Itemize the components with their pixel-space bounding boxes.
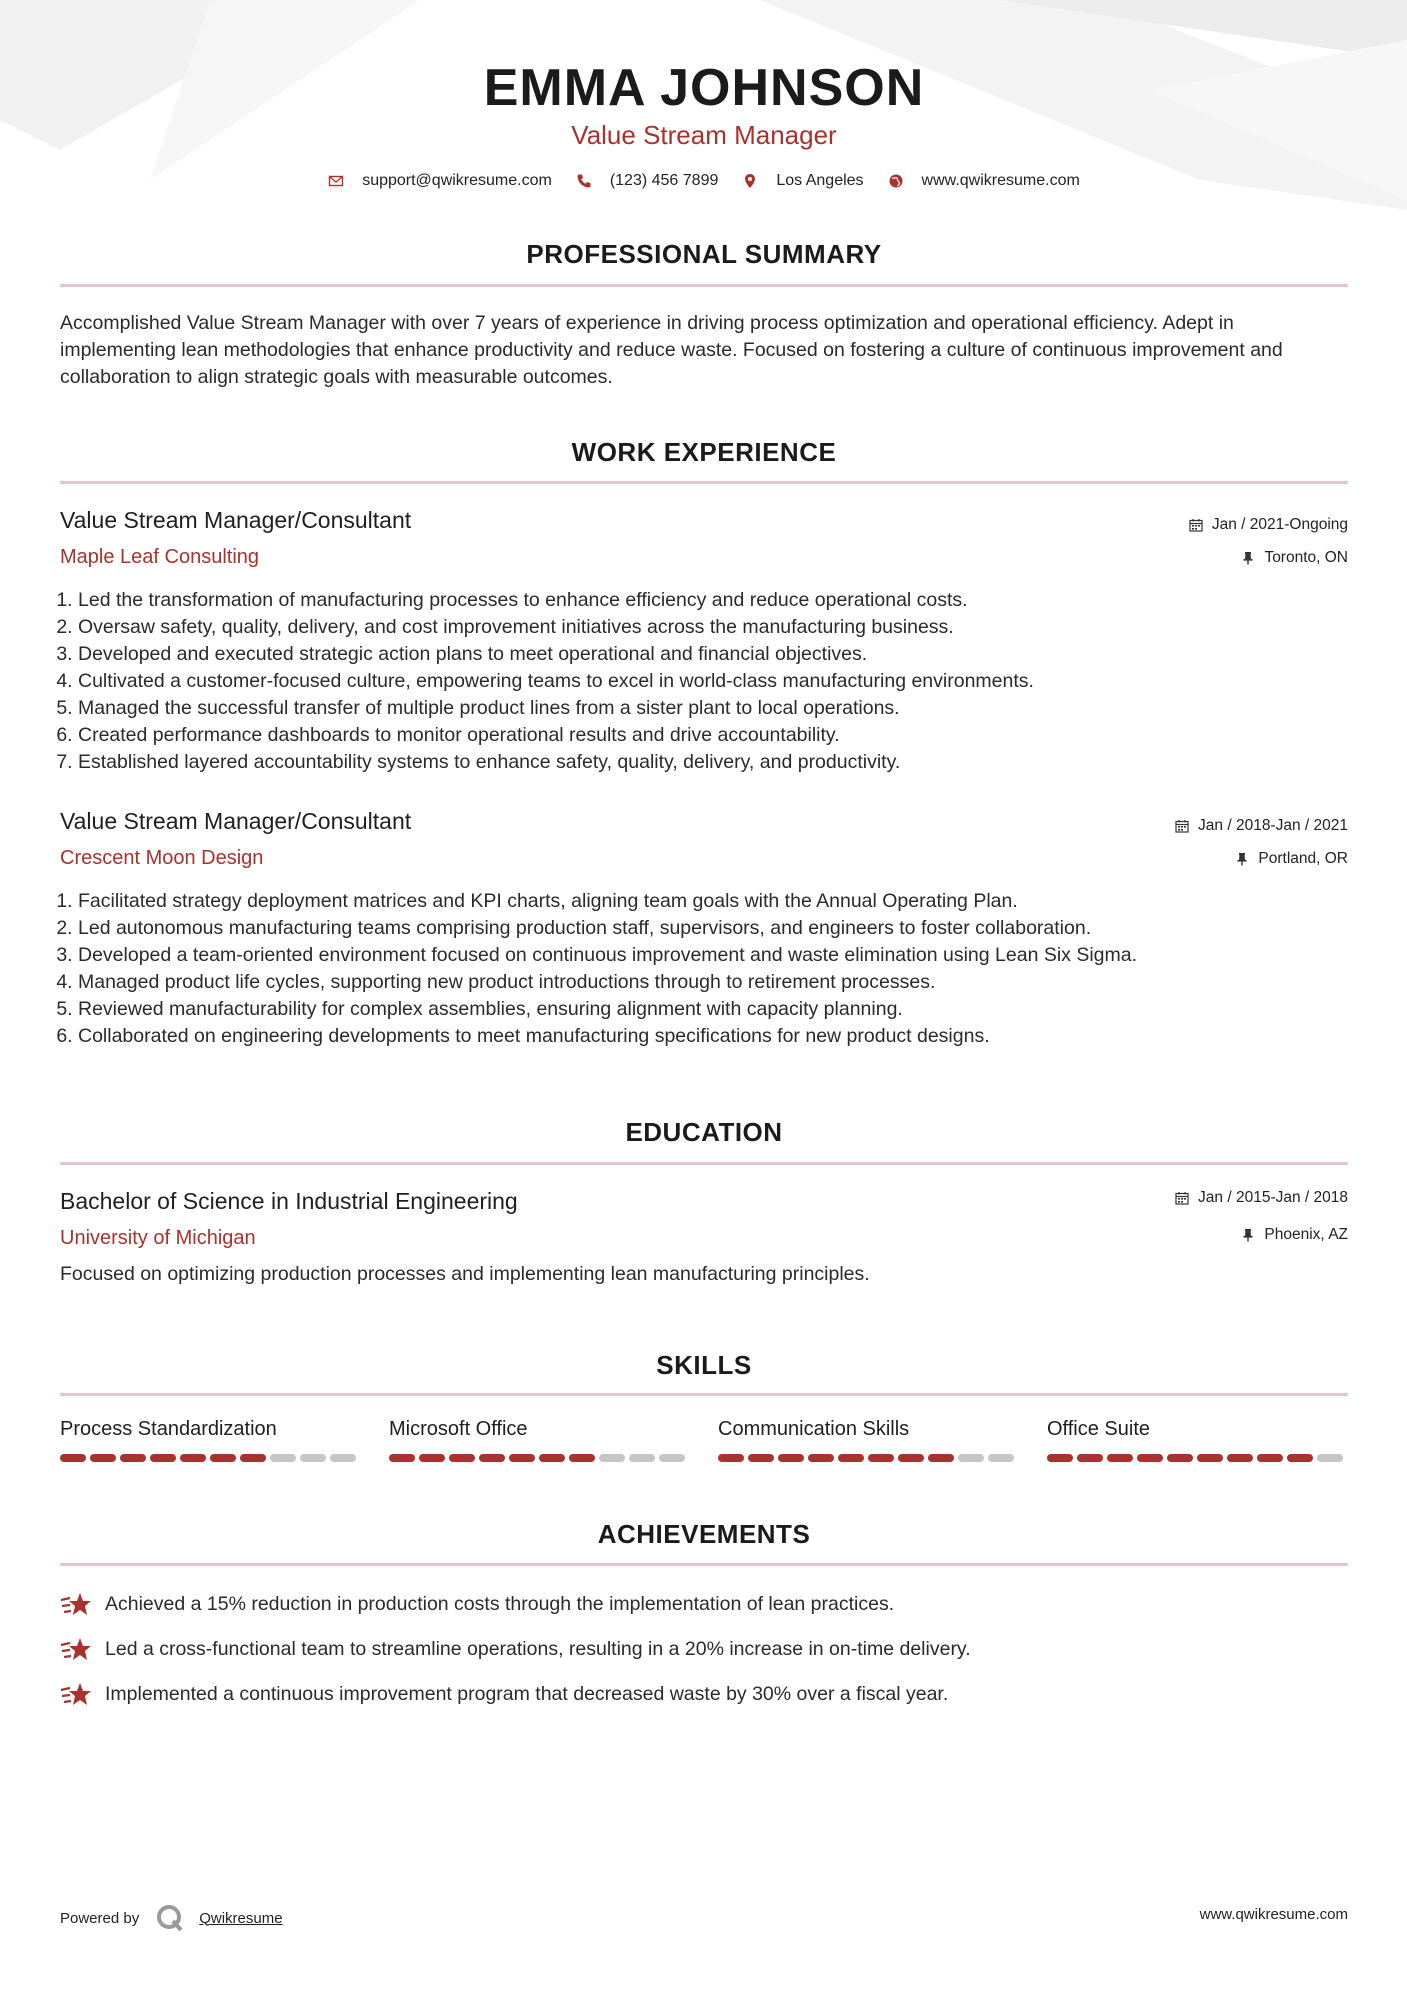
skill-segment-filled <box>569 1454 595 1462</box>
footer-website[interactable]: www.qwikresume.com <box>1199 1906 1348 1923</box>
list-item: 1. Led the transformation of manufacturing processes to enhance efficiency and reduce operational costs. <box>78 587 1348 614</box>
job-location <box>1241 549 1348 567</box>
experience-heading: WORK EXPERIENCE <box>571 437 837 467</box>
envelope-icon <box>328 173 344 189</box>
job-bullets <box>60 888 1348 1050</box>
skill-segment-filled <box>838 1454 864 1462</box>
list-item: 5. Reviewed manufacturability for complex assemblies, ensuring alignment with capacity planning. <box>78 996 1348 1023</box>
skill-level-bar <box>389 1454 689 1462</box>
candidate-title: Value Stream Manager <box>571 120 837 150</box>
skill-segment-filled <box>419 1454 445 1462</box>
calendar-icon <box>1175 819 1189 833</box>
skill-segment-filled <box>1077 1454 1103 1462</box>
shooting-star-icon <box>60 1590 92 1618</box>
skill-segment-empty <box>1317 1454 1343 1462</box>
skill-segment-empty <box>659 1454 685 1462</box>
skill-segment-empty <box>629 1454 655 1462</box>
skill-segment-filled <box>389 1454 415 1462</box>
pushpin-icon <box>1235 852 1249 866</box>
summary-divider <box>60 284 1348 287</box>
calendar-icon <box>1175 1191 1189 1205</box>
skill-item <box>1047 1418 1347 1462</box>
job-title: Value Stream Manager/Consultant <box>60 808 412 834</box>
achievement-text: Implemented a continuous improvement program that decreased waste by 30% over a fiscal year. <box>105 1682 949 1705</box>
skill-segment-filled <box>1197 1454 1223 1462</box>
education-divider <box>60 1162 1348 1165</box>
skill-level-bar <box>1047 1454 1347 1462</box>
education-location <box>1241 1226 1348 1244</box>
job-bullets <box>60 587 1348 776</box>
list-item: 2. Oversaw safety, quality, delivery, and cost improvement initiatives across the manufacturing business. <box>78 614 1348 641</box>
skill-segment-filled <box>240 1454 266 1462</box>
list-item: 1. Facilitated strategy deployment matrices and KPI charts, aligning team goals with the Annual Operating Plan. <box>78 888 1348 915</box>
skill-segment-filled <box>928 1454 954 1462</box>
job-title: Value Stream Manager/Consultant <box>60 507 412 533</box>
list-item: 2. Led autonomous manufacturing teams comprising production staff, supervisors, and engineers to foster collaboration. <box>78 915 1348 942</box>
qwikresume-link[interactable]: Qwikresume <box>199 1909 283 1927</box>
job-dates <box>1175 817 1348 835</box>
education-dates-text: Jan / 2015-Jan / 2018 <box>1198 1189 1348 1206</box>
skill-segment-filled <box>180 1454 206 1462</box>
achievement-item <box>60 1590 1348 1618</box>
job-company: Maple Leaf Consulting <box>60 546 260 568</box>
contact-email-text: support@qwikresume.com <box>362 172 552 189</box>
contact-website-text: www.qwikresume.com <box>921 172 1080 189</box>
skill-segment-empty <box>270 1454 296 1462</box>
education-location-text: Phoenix, AZ <box>1264 1226 1348 1243</box>
contact-phone-text: (123) 456 7899 <box>609 172 719 189</box>
skill-segment-filled <box>808 1454 834 1462</box>
skill-segment-filled <box>1137 1454 1163 1462</box>
globe-icon <box>888 173 904 189</box>
skill-segment-filled <box>509 1454 535 1462</box>
list-item: 3. Developed a team-oriented environment focused on continuous improvement and waste elimination using Lean Six Sigma. <box>78 942 1348 969</box>
list-item: 4. Cultivated a customer-focused culture, empowering teams to excel in world-class manufacturing environments. <box>78 668 1348 695</box>
skill-segment-filled <box>539 1454 565 1462</box>
pushpin-icon <box>1241 1228 1255 1242</box>
achievements-divider <box>60 1563 1348 1566</box>
list-item: 6. Created performance dashboards to monitor operational results and drive accountability. <box>78 722 1348 749</box>
skill-segment-empty <box>958 1454 984 1462</box>
education-degree: Bachelor of Science in Industrial Engineering <box>60 1188 518 1214</box>
skill-item <box>718 1418 1018 1462</box>
skill-segment-filled <box>1047 1454 1073 1462</box>
qwikresume-logo-icon <box>155 1903 185 1933</box>
skill-segment-filled <box>868 1454 894 1462</box>
skill-segment-filled <box>778 1454 804 1462</box>
job-company: Crescent Moon Design <box>60 847 264 869</box>
list-item: 3. Developed and executed strategic action plans to meet operational and financial objectives. <box>78 641 1348 668</box>
contact-email[interactable] <box>328 172 552 190</box>
job-dates-text: Jan / 2021-Ongoing <box>1211 516 1348 533</box>
skill-segment-empty <box>988 1454 1014 1462</box>
list-item: 4. Managed product life cycles, supporting new product introductions through to retirement processes. <box>78 969 1348 996</box>
summary-text: Accomplished Value Stream Manager with over 7 years of experience in driving process optimization and operational efficiency. Adept in implementing lean methodologies that enhance productivity and reduce waste. Focused on fostering a culture of continuous improvement and collaboration to align strategic goals with measurable outcomes. <box>60 312 1283 388</box>
shooting-star-icon <box>60 1635 92 1663</box>
achievement-item <box>60 1635 1348 1663</box>
job-location-text: Toronto, ON <box>1264 549 1348 566</box>
list-item: 6. Collaborated on engineering developments to meet manufacturing specifications for new product designs. <box>78 1023 1348 1050</box>
achievement-text: Led a cross-functional team to streamline operations, resulting in a 20% increase in on-time delivery. <box>105 1637 971 1660</box>
skills-list <box>60 1418 1348 1462</box>
skill-segment-filled <box>210 1454 236 1462</box>
skill-name: Communication Skills <box>718 1418 910 1440</box>
education-description: Focused on optimizing production processes and implementing lean manufacturing principles. <box>60 1263 870 1285</box>
map-pin-icon <box>742 173 758 189</box>
skill-segment-filled <box>479 1454 505 1462</box>
skill-name: Microsoft Office <box>389 1418 528 1440</box>
skill-segment-filled <box>120 1454 146 1462</box>
education-heading: EDUCATION <box>625 1117 783 1147</box>
skill-item <box>60 1418 360 1462</box>
pushpin-icon <box>1241 551 1255 565</box>
skill-segment-filled <box>748 1454 774 1462</box>
skill-level-bar <box>718 1454 1018 1462</box>
skill-segment-filled <box>90 1454 116 1462</box>
job-dates-text: Jan / 2018-Jan / 2021 <box>1198 817 1348 834</box>
education-dates <box>1175 1189 1348 1207</box>
contact-website[interactable] <box>888 172 1080 190</box>
skill-name: Process Standardization <box>60 1418 277 1440</box>
shooting-star-icon <box>60 1680 92 1708</box>
summary-heading: PROFESSIONAL SUMMARY <box>526 239 882 269</box>
calendar-icon <box>1189 518 1203 532</box>
contact-phone[interactable] <box>576 172 719 190</box>
contact-location-text: Los Angeles <box>776 172 864 189</box>
skill-item <box>389 1418 689 1462</box>
contact-location <box>742 172 863 190</box>
candidate-name: EMMA JOHNSON <box>483 59 925 117</box>
education-school: University of Michigan <box>60 1227 256 1249</box>
skill-name: Office Suite <box>1047 1418 1151 1440</box>
skill-segment-filled <box>718 1454 744 1462</box>
achievement-text: Achieved a 15% reduction in production costs through the implementation of lean practices. <box>105 1592 895 1615</box>
experience-divider <box>60 481 1348 484</box>
job-location <box>1235 850 1348 868</box>
skill-segment-filled <box>449 1454 475 1462</box>
list-item: 5. Managed the successful transfer of multiple product lines from a sister plant to local operations. <box>78 695 1348 722</box>
achievement-item <box>60 1680 1348 1708</box>
job-dates <box>1189 516 1348 534</box>
powered-by-label: Powered by <box>60 1909 140 1927</box>
job-location-text: Portland, OR <box>1258 850 1348 867</box>
skill-segment-filled <box>898 1454 924 1462</box>
skill-segment-filled <box>60 1454 86 1462</box>
skill-segment-empty <box>300 1454 326 1462</box>
list-item: 7. Established layered accountability systems to enhance safety, quality, delivery, and productivity. <box>78 749 1348 776</box>
skill-segment-empty <box>599 1454 625 1462</box>
skill-segment-filled <box>150 1454 176 1462</box>
skill-segment-filled <box>1167 1454 1193 1462</box>
contact-bar <box>60 172 1348 190</box>
skills-heading: SKILLS <box>656 1350 752 1380</box>
phone-icon <box>576 173 592 189</box>
skill-segment-filled <box>1287 1454 1313 1462</box>
footer-powered-by <box>60 1903 283 1933</box>
skills-divider <box>60 1393 1348 1396</box>
achievements-heading: ACHIEVEMENTS <box>597 1519 811 1549</box>
skill-segment-filled <box>1257 1454 1283 1462</box>
skill-segment-empty <box>330 1454 356 1462</box>
skill-segment-filled <box>1107 1454 1133 1462</box>
skill-level-bar <box>60 1454 360 1462</box>
skill-segment-filled <box>1227 1454 1253 1462</box>
